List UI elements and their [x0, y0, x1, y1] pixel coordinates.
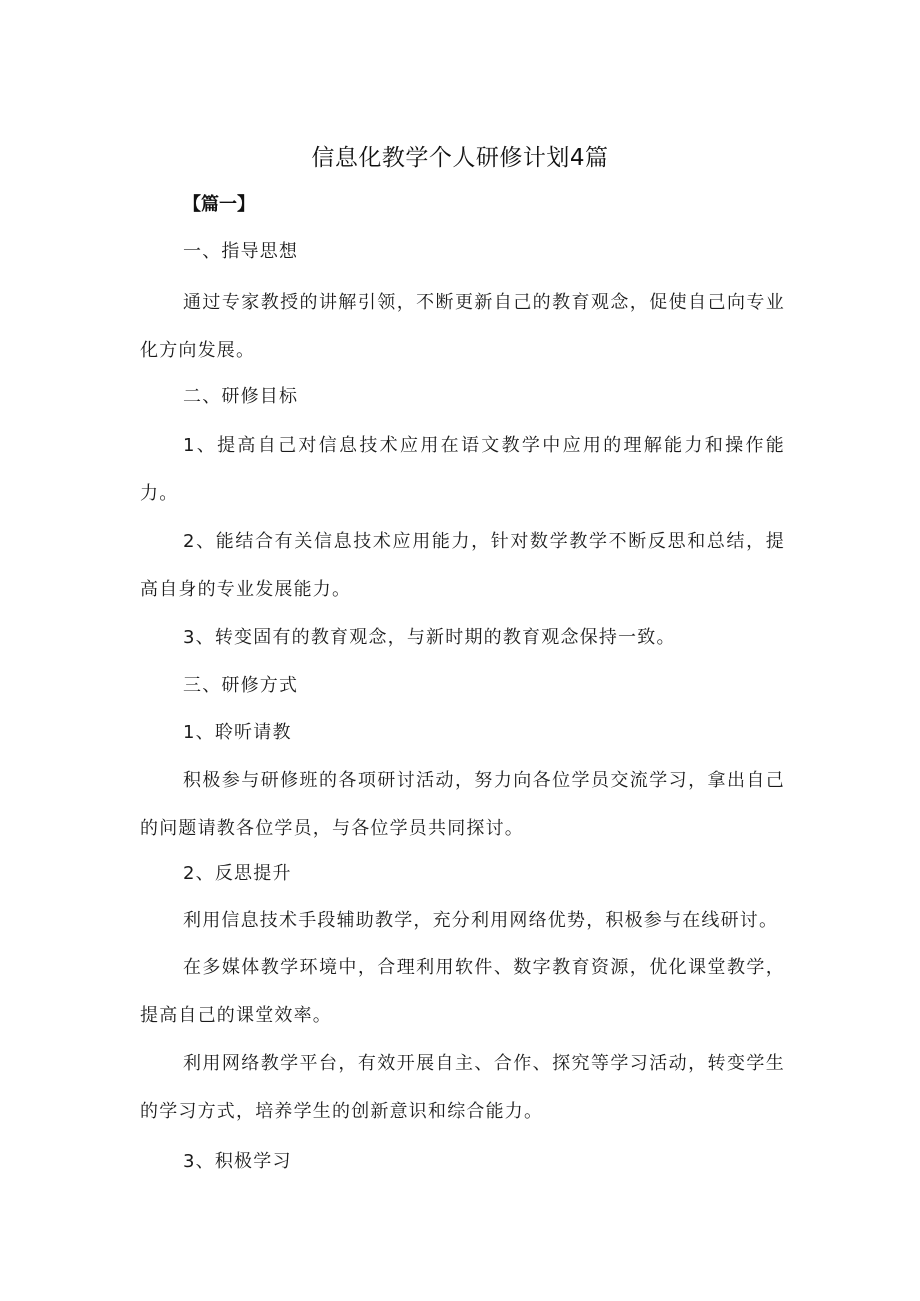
subheading-study: 3、积极学习 [183, 1151, 292, 1172]
document-title: 信息化教学个人研修计划4篇 [311, 145, 609, 171]
subheading-reflect: 2、反思提升 [183, 863, 292, 884]
paragraph: 积极参与研修班的各项研讨活动，努力向各位学员交流学习，拿出自己的问题请教各位学员，与各位学员共同探讨。 [140, 770, 785, 839]
paragraph: 2、能结合有关信息技术应用能力，针对数学教学不断反思和总结，提高自身的专业发展能力。 [140, 531, 785, 600]
paragraph: 在多媒体教学环境中，合理利用软件、数字教育资源，优化课堂教学，提高自己的课堂效率。 [140, 957, 785, 1026]
paragraph: 通过专家教授的讲解引领，不断更新自己的教育观念，促使自己向专业化方向发展。 [140, 292, 785, 361]
paragraph: 1、提高自己对信息技术应用在语文教学中应用的理解能力和操作能力。 [140, 435, 785, 504]
section-label: 【篇一】 [183, 194, 255, 215]
heading-methods: 三、研修方式 [183, 675, 299, 696]
paragraph: 3、转变固有的教育观念，与新时期的教育观念保持一致。 [183, 627, 676, 648]
subheading-listen: 1、聆听请教 [183, 722, 292, 743]
paragraph: 利用网络教学平台，有效开展自主、合作、探究等学习活动，转变学生的学习方式，培养学生的创新意识和综合能力。 [140, 1053, 785, 1122]
heading-guiding-thought: 一、指导思想 [183, 241, 299, 262]
paragraph: 利用信息技术手段辅助教学，充分利用网络优势，积极参与在线研讨。 [183, 910, 779, 931]
heading-goals: 二、研修目标 [183, 386, 299, 407]
